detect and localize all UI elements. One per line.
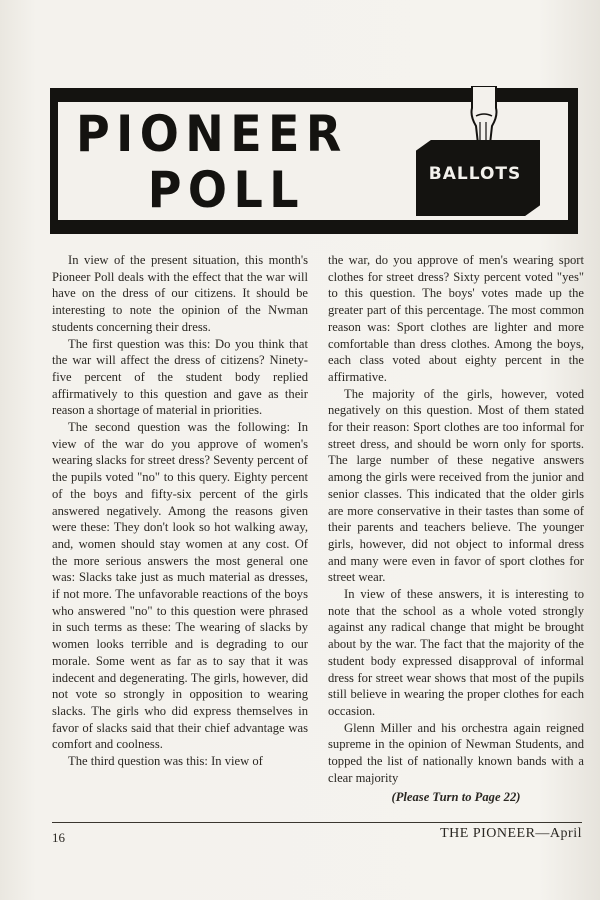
- banner-title-line2: POLL: [147, 161, 305, 219]
- publication-footer: THE PIONEER—April: [440, 826, 582, 841]
- page-number: 16: [52, 830, 65, 845]
- paragraph: In view of these answers, it is interesting to note that the school as a whole voted strongly against any radical change that might be brought about by the war. The fact that the majority of the student body expressed disapproval of informal dress for street wear shows that most of the pupils still believe in wearing the proper clothes for each occasion.: [328, 587, 584, 718]
- hand-dropping-ballot-icon: [462, 86, 506, 148]
- paragraph: In view of the present situation, this month's Pioneer Poll deals with the effect that the war will have on the dress of our citizens. It should be interesting to note the opinion of the Nwman students concerning their dress.: [52, 253, 308, 334]
- ballot-box-label: BALLOTS: [428, 164, 522, 184]
- paragraph: Glenn Miller and his orchestra again reigned supreme in the opinion of Newman Students, and topped the list of nationally known bands with a clear majority: [328, 720, 584, 785]
- paragraph: the war, do you approve of men's wearing sport clothes for street dress? Sixty percent voted "yes" to this question. The boys' votes made up the greater part of this percentage. The most common reason was: Sport clothes are lighter and more comfortable than dress clothes. Among the boys, each class voted about eighty percent in the affirmative.: [328, 253, 584, 384]
- banner-title-line1: PIONEER: [76, 105, 348, 163]
- paragraph: The second question was the following: In view of the war do you approve of women's wearing slacks for street dress? Seventy percent of the pupils voted "no" to this query. Eighty percent of the boys and fifty-six percent of the girls answered negatively. Among the reasons given were these: They don't look so hot walking away, and, women should stay women at any cost. Of the more serious answers the most general one was: Slacks take just as much material as dresses, if not more. The unfavorable reactions of the boys who answered "no" to this question were phrased in such terms as these: The wearing of slacks by women looks terrible and is degrading to our morale. Some went as far as to say that it was indecent and degenerating. The girls, however, did not vote so strongly in opposition to wearing slacks. The girls who did express themselves in favor of slacks said that their chief advantage was comfort and coolness.: [52, 420, 308, 752]
- paragraph: The majority of the girls, however, voted negatively on this question. Most of them stated for their reason: Sport clothes are too informal for street dress, and should be worn only for sports. The large number of these negative answers among the girls were received from the junior and senior classes. This indicated that the older girls are more conservative in their tastes than some of their parents and teachers believe. The younger girls, however, did not object to informal dress and many were even in favor of sport clothes for street wear.: [328, 386, 584, 585]
- article-left-column: [52, 252, 308, 805]
- paragraph: The first question was this: Do you think that the war will affect the dress of citizens? Ninety-five percent of the student body replied affirmatively to this question and gave as their reason a shortage of material in priorities.: [52, 336, 308, 418]
- paragraph: The third question was this: In view of: [68, 754, 263, 769]
- continued-note: (Please Turn to Page 22): [391, 789, 521, 804]
- footer-divider: [52, 822, 582, 823]
- article-body: [52, 252, 584, 805]
- banner-title: [76, 106, 348, 218]
- article-right-column: [328, 252, 584, 805]
